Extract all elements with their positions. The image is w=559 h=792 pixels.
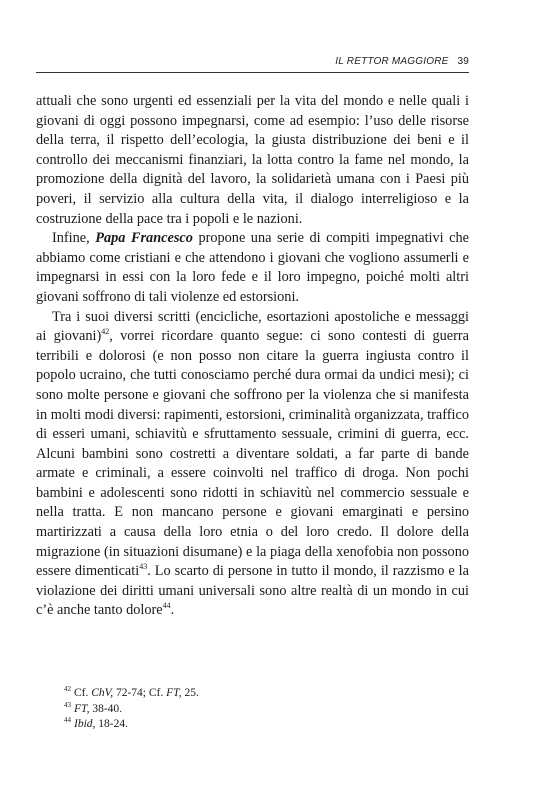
running-header: [36, 56, 469, 67]
body-text: [36, 92, 469, 621]
footnote-number: 42: [64, 685, 71, 694]
footnote-ref-44[interactable]: 44: [162, 601, 171, 611]
header-rule: [36, 72, 469, 73]
footnote-44: [64, 717, 464, 733]
footnote-number: 44: [64, 716, 71, 725]
footnote-text: 72-74; Cf.: [115, 687, 164, 699]
footnote-text: 18-24.: [98, 718, 128, 730]
footnote-ref-43[interactable]: 43: [139, 562, 148, 572]
p3-d: .: [170, 602, 175, 619]
paragraph-1: attuali che sono urgenti ed essenziali per la vita del mondo e nelle quali i giovani di oggi possono impegnarsi, come ad esempio: l’uso delle risorse della terra, il rispetto dell’ecologia, la giusta distribuzione dei beni e il controllo dei meccanismi finanziari, la lotta contro la fame nel mondo, la promozione della dignità del lavoro, la solidarietà umana con i Paesi più poveri, il servizio alla cultura della vita, il dialogo interreligioso e la costruzione della pace tra i popoli e le nazioni.: [36, 93, 469, 227]
running-title: IL RETTOR MAGGIORE: [335, 56, 449, 67]
footnote-42: [64, 686, 464, 702]
footnote-text: 38-40.: [92, 702, 123, 715]
p3-c: . Lo scarto di persone in tutto il mondo, il razzismo e la violazione dei diritti umani universali sono altre realtà di un mondo in cui c’è anche tanto dolore: [36, 563, 469, 619]
pope-name: Papa Francesco: [95, 230, 193, 247]
footnote-ref-title: FT,: [74, 702, 90, 715]
paragraph-2: [36, 229, 469, 307]
footnote-ref-title: ChV,: [91, 687, 114, 699]
p3-a: Tra i suoi diversi scritti (encicliche, esortazioni apostoliche e messaggi ai giovani): [36, 308, 469, 345]
footnote-ref-title: FT,: [166, 687, 182, 699]
footnote-ref-title: Ibid,: [74, 718, 96, 730]
footnotes: [64, 686, 464, 733]
footnote-text: Cf.: [74, 687, 89, 699]
paragraph-3: [36, 308, 469, 622]
page-number: 39: [457, 56, 469, 67]
footnote-43: [64, 702, 464, 718]
p2-rest: propone una serie di compiti impegnativi che abbiamo come cristiani e che attendono i giovani che vogliono assumerli e impegnarsi in essi con la loro fede e il loro impegno, poiché molti altri giovani soffrono di tali violenze ed estorsioni.: [36, 230, 470, 305]
p2-start: Infine,: [52, 230, 90, 247]
footnote-ref-42[interactable]: 42: [101, 327, 110, 337]
footnote-text: 25.: [184, 687, 199, 699]
footnote-number: 43: [64, 700, 71, 709]
p3-b: , vorrei ricordare quanto segue: ci sono contesti di guerra terribili e dolorosi (e non posso non citare la guerra ingiusta contro il popolo ucraino, che tutti conosciamo perché dura ormai da undici mesi); ci sono molte persone e giovani che soffrono per la violenza che si manifesta in molti modi diversi: rapimenti, estorsioni, criminalità organizzata, traffico di esseri umani, schiavitù e sfruttamento sessuale, crimini di guerra, ecc. Alcuni bambini sono costretti a diventare soldati, a far parte di bande armate e criminali, a essere coinvolti nel traffico di droga. Non pochi bambini e adolescenti sono ridotti in schiavitù nel commercio sessuale e nella tratta. E non mancano persone e giovani emarginati e persino martirizzati a causa della loro etnia o del loro credo. Il dolore della migrazione (in situazioni disumane) e la piaga della xenofobia non possono essere dimenticati: [36, 328, 469, 580]
